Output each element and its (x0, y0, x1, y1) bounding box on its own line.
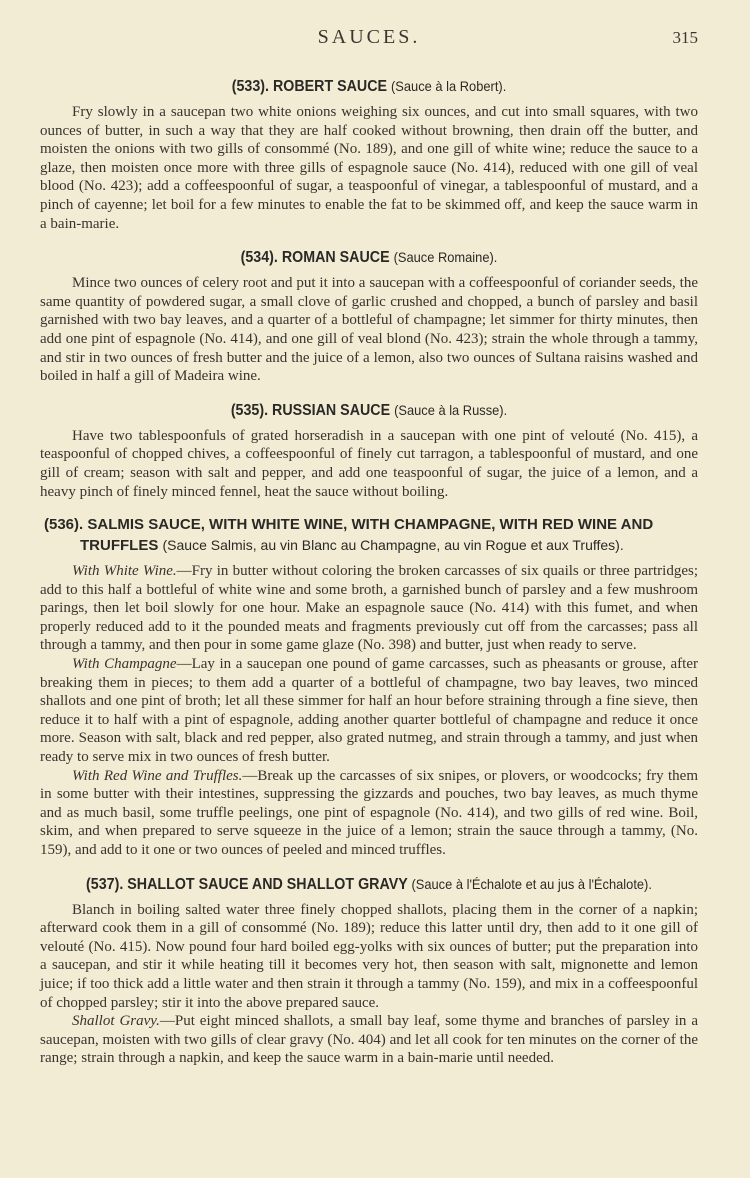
recipe-537 (40, 874, 698, 1068)
page-number: 315 (672, 28, 698, 47)
recipe-534 (40, 247, 698, 386)
recipe-number: (536). (44, 516, 84, 534)
recipe-number: (534). (240, 249, 278, 267)
recipe-title: SALMIS SAUCE, WITH WHITE WINE, WITH CHAMPAGNE, WITH RED WINE AND (87, 516, 654, 534)
paragraph-lead: With Red Wine and Truffles. (72, 767, 243, 784)
recipe-heading (40, 515, 698, 556)
running-head (40, 0, 698, 58)
recipe-paragraph: Shallot Gravy.—Put eight minced shallots, a small bay leaf, some thyme and branches of parsley in a saucepan, moisten with two gills of clear gravy (No. 404) and let all cook for ten minutes on the corner of the range; strain through a napkin, and keep the sauce warm in a bain-marie until needed. (40, 1013, 698, 1067)
recipe-title-line2: TRUFFLES (80, 537, 159, 555)
recipe-536 (40, 515, 698, 860)
recipe-number: (535). (230, 401, 269, 419)
paragraph-lead: With White Wine. (72, 563, 177, 580)
recipe-title: ROBERT SAUCE (272, 78, 388, 95)
recipe-paragraph: Fry slowly in a saucepan two white onions weighing six ounces, and cut into small squares, with two ounces of butter, in such a way that they are half cooked without browning, then drain off the butter, and moisten the onions with two gills of consommé (No. 189), and one gill of white wine; reduce the sauce to a glaze, then moisten once more with three gills of espagnole sauce (No. 414), reduced with one gill of veal blood (No. 423); add a coffeespoonful of sugar, a teaspoonful of vinegar, a tablespoonful of mustard, and a pinch of cayenne; let boil for a few minutes to enable the fat to be skimmed off, and keep the sauce warm in a bain-marie. (40, 104, 698, 232)
recipe-french-title: (Sauce à l'Échalote et au jus à l'Échalote). (411, 875, 652, 892)
recipe-number: (537). (86, 875, 124, 893)
recipe-number: (533). (231, 78, 269, 95)
recipe-paragraph: With White Wine.—Fry in butter without coloring the broken carcasses of six quails or three partridges; add to this half a bottleful of white wine and some broth, a garnished bunch of parsley and a few mushroom parings, then let boil slowly for one hour. Make an espagnole sauce (No. 414) with this fumet, and when properly reduced add to it the pounded meats and fragments previously cut off from the carcasses; pass all through a tammy, and then pour in some game glaze (No. 398) and butter, just when ready to serve. (40, 563, 698, 654)
paragraph-lead: Shallot Gravy. (72, 1013, 160, 1030)
recipe-heading (66, 247, 671, 268)
recipe-paragraph: Blanch in boiling salted water three finely chopped shallots, placing them in the corner of a napkin; afterward cook them in a gill of consommé (No. 189); reduce this latter until dry, then add to it one gill of velouté (No. 415). Now pound four hard boiled egg-yolks with six ounces of butter; put the preparation into a saucepan, and stir it while heating till it becomes very hot, then season with salt, mignonette and lemon juice; if too thick add a little water and then strain it through a tammy (No. 159), and mix in a coffeespoonful of chopped parsley; stir it into the above prepared sauce. (40, 901, 698, 1011)
recipe-french-title: (Sauce à la Russe). (394, 401, 508, 418)
recipe-title: SHALLOT SAUCE AND SHALLOT GRAVY (127, 875, 408, 893)
recipe-paragraph: Have two tablespoonfuls of grated horseradish in a saucepan with one pint of velouté (No. 415), a teaspoonful of chopped chives, a coffeespoonful of finely cut tarragon, a tablespoonful of mustard, and one gill of cream; season with salt and pepper, and add one teaspoonful of sugar, the juice of a lemon, and a heavy pinch of finely minced fennel, heat the sauce without boiling. (40, 427, 698, 500)
recipe-heading (66, 76, 671, 97)
recipe-heading (66, 874, 671, 895)
recipe-title: ROMAN SAUCE (281, 249, 390, 267)
recipe-heading (66, 400, 671, 421)
recipe-french-title: (Sauce à la Robert). (391, 78, 507, 94)
recipe-paragraph: With Red Wine and Truffles.—Break up the carcasses of six snipes, or plovers, or woodcocks; fry them in some butter with their intestines, suppressing the gizzards and pouches, two bay leaves, as much thyme and as much basil, some truffle peelings, one pint of espagnole (No. 414), and two gills of red wine. Boil, skim, and when prepared to serve squeeze in the juice of a lemon; strain the sauce through a tammy, (No. 159), and add to it one or two ounces of peeled and minced truffles. (40, 767, 698, 858)
recipe-title: RUSSIAN SAUCE (272, 401, 391, 419)
recipe-533 (40, 76, 698, 233)
recipe-paragraph: Mince two ounces of celery root and put it into a saucepan with a coffeespoonful of coriander seeds, the same quantity of powdered sugar, a small clove of garlic crushed and chopped, a bunch of parsley and basil garnished with two bay leaves, and a quarter of a bottleful of champagne; let simmer for thirty minutes, then add one pint of espagnole (No. 414), and one gill of veal blond (No. 423); strain the whole through a tammy, and stir in two ounces of fresh butter and the juice of a lemon, also two ounces of Sultana raisins washed and boiled in half a gill of Madeira wine. (40, 275, 698, 385)
recipe-535 (40, 400, 698, 501)
recipe-paragraph: With Champagne—Lay in a saucepan one pound of game carcasses, such as pheasants or grouse, after breaking them in pieces; to them add a quarter of a bottleful of champagne, two bay leaves, two minced shallots and one pint of broth; let all these simmer for half an hour before straining through a fine sieve, then reduce it to half with a pint of espagnole, adding another quarter bottleful of champagne and reduce it once more. Season with salt, black and red pepper, also grated nutmeg, and strain through a tammy, and just when ready to serve mix in two ounces of fresh butter. (40, 656, 698, 766)
paragraph-lead: With Champagne (72, 656, 177, 673)
running-title: SAUCES. (317, 26, 421, 48)
recipe-french-title: (Sauce Salmis, au vin Blanc au Champagne, au vin Rogue et aux Truffes). (162, 537, 624, 554)
recipe-french-title: (Sauce Romaine). (393, 249, 498, 266)
